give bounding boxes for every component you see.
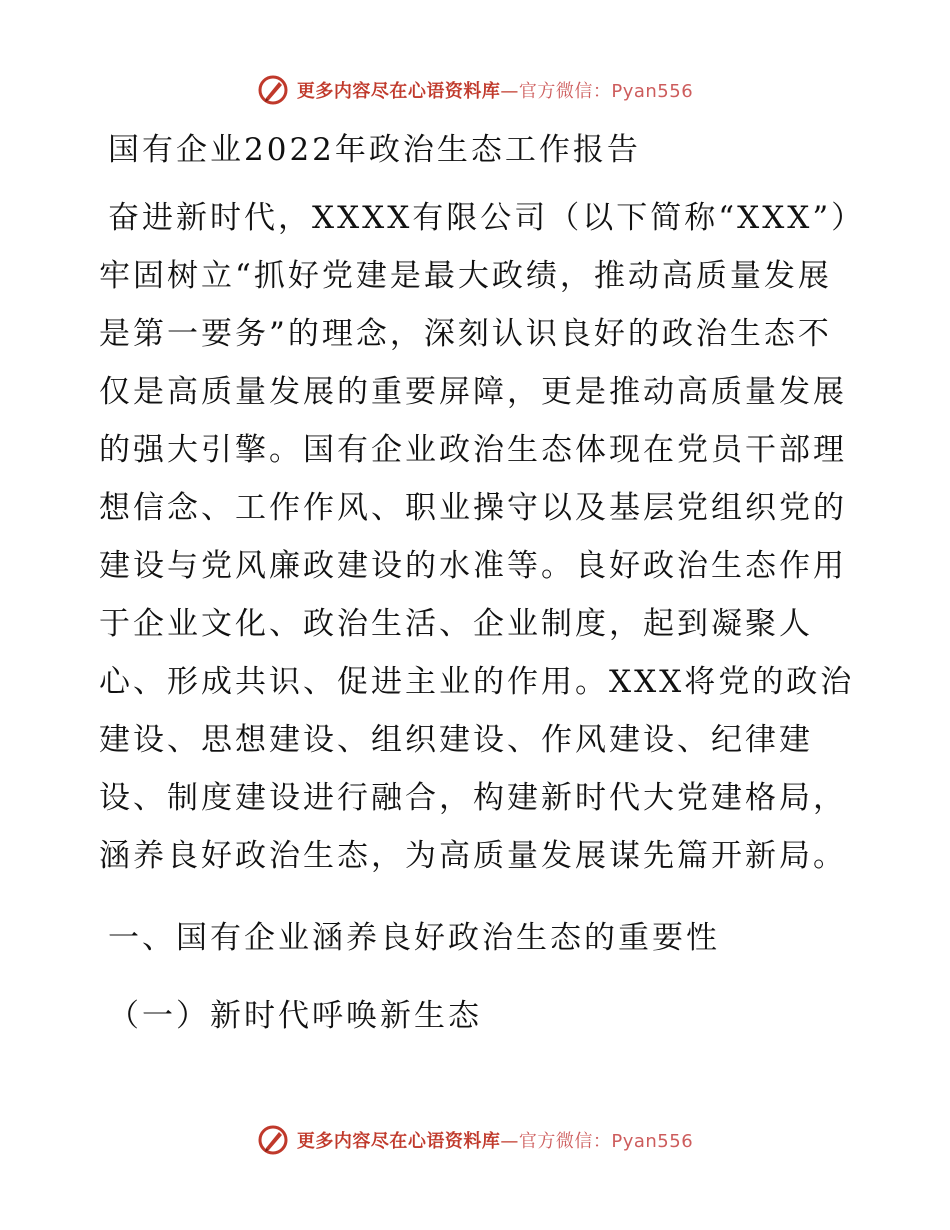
- footer-watermark: [0, 1120, 950, 1160]
- paragraph-line: 奋进新时代，XXXX有限公司（以下简称“XXX”）: [108, 200, 866, 236]
- paragraph-line: 建设、思想建设、组织建设、作风建设、纪律建: [99, 722, 813, 758]
- body-paragraph: [99, 189, 866, 885]
- paragraph-line: 仅是高质量发展的重要屏障，更是推动高质量发展: [99, 374, 847, 410]
- watermark-text: [297, 77, 693, 103]
- paragraph-line: 建设与党风廉政建设的水准等。良好政治生态作用: [99, 548, 847, 584]
- pen-logo-icon: [257, 74, 289, 106]
- section-heading: 一、国有企业涵养良好政治生态的重要性: [108, 920, 720, 956]
- document-title: 国有企业2022年政治生态工作报告: [108, 132, 641, 168]
- paragraph-line: 涵养良好政治生态，为高质量发展谋先篇开新局。: [99, 838, 847, 874]
- watermark-brand: 更多内容尽在心语资料库: [296, 1131, 501, 1152]
- paragraph-line: 的强大引擎。国有企业政治生态体现在党员干部理: [99, 432, 847, 468]
- paragraph-line: 是第一要务”的理念，深刻认识良好的政治生态不: [99, 316, 832, 352]
- watermark-contact: 官方微信：Pyan556: [518, 81, 694, 102]
- pen-logo-icon: [257, 1124, 289, 1156]
- watermark-brand: 更多内容尽在心语资料库: [296, 81, 501, 102]
- watermark-text: [297, 1127, 693, 1153]
- paragraph-line: 想信念、工作作风、职业操守以及基层党组织党的: [99, 490, 847, 526]
- watermark-separator: —: [500, 1131, 519, 1152]
- subsection-heading: （一）新时代呼唤新生态: [108, 998, 482, 1034]
- paragraph-line: 设、制度建设进行融合，构建新时代大党建格局，: [99, 780, 847, 816]
- header-watermark: [0, 70, 950, 110]
- paragraph-line: 牢固树立“抓好党建是最大政绩，推动高质量发展: [99, 258, 832, 294]
- watermark-contact: 官方微信：Pyan556: [518, 1131, 694, 1152]
- paragraph-line: 心、形成共识、促进主业的作用。XXX将党的政治: [99, 664, 855, 700]
- paragraph-line: 于企业文化、政治生活、企业制度，起到凝聚人: [99, 606, 813, 642]
- watermark-separator: —: [500, 81, 519, 102]
